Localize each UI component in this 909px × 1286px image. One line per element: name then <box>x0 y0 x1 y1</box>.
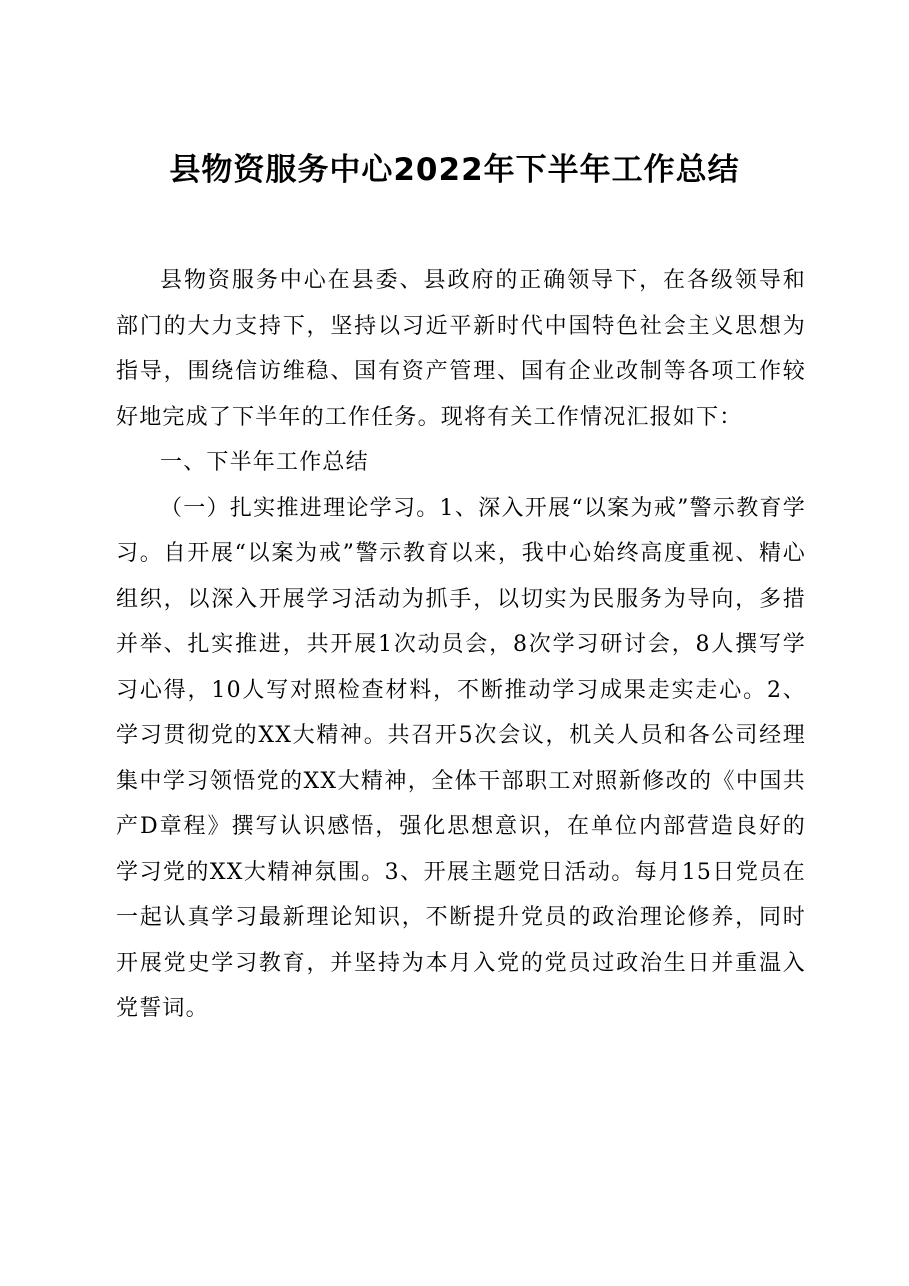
subsection-paragraph: （一）扎实推进理论学习。1、深入开展“以案为戒”警示教育学习。自开展“以案为戒”警示教育以来，我中心始终高度重视、精心组织，以深入开展学习活动为抓手，以切实为民服务为导向，多措并举、扎实推进，共开展1次动员会，8次学习研讨会，8人撰写学习心得，10人写对照检查材料，不断推动学习成果走实走心。2、学习贯彻党的XX大精神。共召开5次会议，机关人员和各公司经理集中学习领悟党的XX大精神，全体干部职工对照新修改的《中国共产D章程》撰写认识感悟，强化思想意识，在单位内部营造良好的学习党的XX大精神氛围。3、开展主题党日活动。每月15日党员在一起认真学习最新理论知识，不断提升党员的政治理论修养，同时开展党史学习教育，并坚持为本月入党的党员过政治生日并重温入党誓词。 <box>116 495 806 1021</box>
document-body <box>116 258 806 1032</box>
document-title: 县物资服务中心2022年下半年工作总结 <box>169 152 740 188</box>
intro-paragraph: 县物资服务中心在县委、县政府的正确领导下，在各级领导和部门的大力支持下，坚持以习近平新时代中国特色社会主义思想为指导，围绕信访维稳、国有资产管理、国有企业改制等各项工作较好地完成了下半年的工作任务。现将有关工作情况汇报如下： <box>116 268 806 430</box>
section-heading: 一、下半年工作总结 <box>160 450 369 475</box>
